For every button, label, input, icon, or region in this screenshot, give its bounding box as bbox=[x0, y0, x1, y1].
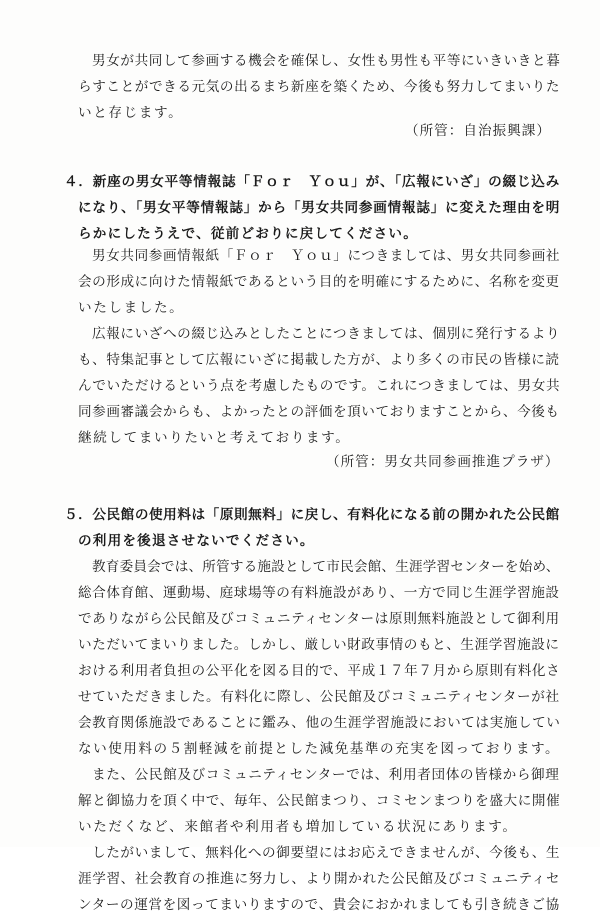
q4-answer-line: も、特集記事として広報にいざに掲載した方が、より多くの市民の皆様に読 bbox=[78, 352, 560, 368]
q4-answer-line: 男女共同参画情報紙「Ｆｏｒ Ｙｏｕ」につきましては、男女共同参画社 bbox=[92, 248, 561, 264]
q5-answer-line: せていただきました。有料化に際し、公民館及びコミュニティセンターが社 bbox=[78, 689, 560, 705]
q5-answer-line: 解と御協力を頂く中で、毎年、公民館まつり、コミセンまつりを盛大に開催 bbox=[78, 793, 561, 809]
q4-department: （所管：男女共同参画推進プラザ） bbox=[326, 454, 560, 470]
q5-answer-line: ない使用料の５割軽減を前提とした減免基準の充実を図っております。 bbox=[78, 741, 561, 757]
q4-answer-line: 継続してまいりたいと考えております。 bbox=[78, 430, 351, 446]
q5-answer-line: 教育委員会では、所管する施設として市民会館、生涯学習センターを始め、 bbox=[92, 559, 560, 575]
q4-answer-line: んでいただけるという点を考慮したものです。これにつきましては、男女共 bbox=[78, 378, 561, 394]
q4-heading-line: らかにしたうえで、従前どおりに戻してください。 bbox=[78, 226, 418, 242]
intro-line: 男女が共同して参画する機会を確保し、女性も男性も平等にいきいきと暮 bbox=[92, 53, 561, 69]
q4-answer-line: 広報にいざへの綴じ込みとしたことにつきましては、個別に発行するより bbox=[92, 326, 561, 342]
intro-line: らすことができる元気の出るまち新座を築くため、今後も努力してまいりた bbox=[78, 79, 561, 95]
q5-heading-line: の利用を後退させないでください。 bbox=[78, 533, 315, 549]
q5-answer-line: いただくなど、来館者や利用者も増加している状況にあります。 bbox=[78, 819, 518, 835]
q5-answer-line: いただいてまいりました。しかし、厳しい財政事情のもと、生涯学習施設に bbox=[78, 637, 560, 653]
q5-answer-line: 涯学習、社会教育の推進に努力し、より開かれた公民館及びコミュニティセ bbox=[78, 871, 561, 887]
q5-heading-line: ５．公民館の使用料は「原則無料」に戻し、有料化になる前の開かれた公民館 bbox=[64, 507, 560, 523]
q4-answer-line: 同参画審議会からも、よかったとの評価を頂いておりますことから、今後も bbox=[78, 404, 560, 420]
q5-answer-line: でありながら公民館及びコミュニティセンターは原則無料施設として御利用 bbox=[78, 611, 560, 627]
q5-answer-line: したがいまして、無料化への御要望にはお応えできませんが、今後も、生 bbox=[92, 845, 561, 861]
q4-answer-line: いたしました。 bbox=[78, 300, 185, 316]
q5-answer-line: また、公民館及びコミュニティセンターでは、利用者団体の皆様から御理 bbox=[92, 767, 560, 783]
q4-heading-line: になり、「男女平等情報誌」から「男女共同参画情報誌」に変えた理由を明 bbox=[78, 200, 561, 216]
q5-answer-line: おける利用者負担の公平化を図る目的で、平成１７年７月から原則有料化さ bbox=[78, 663, 561, 679]
intro-department: （所管：自治振興課） bbox=[405, 123, 551, 139]
q4-answer-line: 会の形成に向けた情報紙であるという目的を明確にするために、名称を変更 bbox=[78, 274, 560, 290]
q5-answer-line: 総合体育館、運動場、庭球場等の有料施設があり、一方で同じ生涯学習施設 bbox=[78, 585, 560, 601]
q4-heading-line: ４．新座の男女平等情報誌「Ｆｏｒ Ｙｏｕ」が、「広報にいざ」の綴じ込み bbox=[64, 174, 560, 190]
intro-line: いと存じます。 bbox=[78, 105, 184, 121]
q5-answer-line: 会教育関係施設であることに鑑み、他の生涯学習施設においては実施してい bbox=[78, 715, 561, 731]
q5-answer-line: ンターの運営を図ってまいりますので、貴会におかれましても引き続きご協 bbox=[78, 897, 560, 913]
